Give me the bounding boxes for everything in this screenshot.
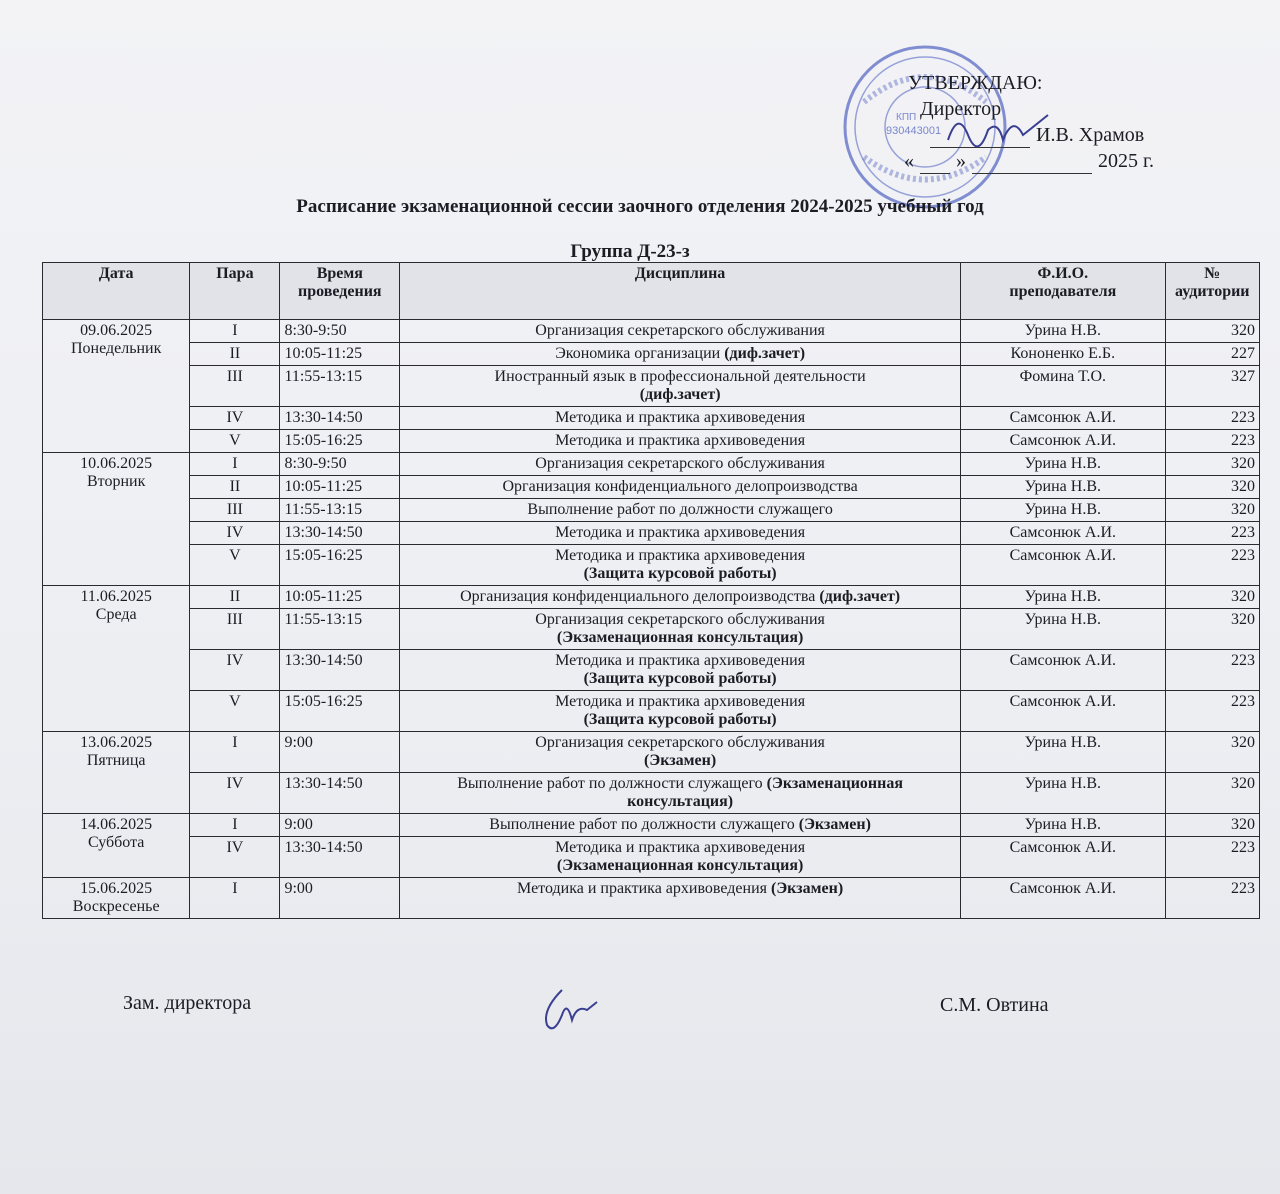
assessment-type: (Защита курсовой работы) <box>583 711 777 728</box>
discipline-name: Методика и практика архивоведения <box>517 880 771 897</box>
day-date: 14.06.2025 <box>80 816 153 833</box>
time-cell: 11:55-13:15 <box>280 499 400 522</box>
room-cell: 223 <box>1165 522 1259 545</box>
para-cell: III <box>190 366 280 407</box>
time-cell: 10:05-11:25 <box>280 343 400 366</box>
discipline-cell <box>400 545 961 586</box>
header-room: № аудитории <box>1165 263 1259 320</box>
para-cell: II <box>190 476 280 499</box>
discipline-name: Экономика организации <box>555 345 725 362</box>
time-cell: 9:00 <box>280 878 400 919</box>
time-cell: 9:00 <box>280 814 400 837</box>
discipline-cell <box>400 650 961 691</box>
assessment-type: (Экзаменационная консультация) <box>556 629 804 646</box>
para-cell: I <box>190 320 280 343</box>
table-row <box>43 609 1260 650</box>
deputy-name: С.М. Овтина <box>940 994 1049 1016</box>
day-cell <box>43 732 190 814</box>
discipline-name: Выполнение работ по должности служащего <box>489 816 799 833</box>
time-cell: 13:30-14:50 <box>280 837 400 878</box>
discipline-cell <box>400 773 961 814</box>
teacher-cell: Урина Н.В. <box>961 773 1166 814</box>
room-cell: 223 <box>1165 878 1259 919</box>
table-row <box>43 814 1260 837</box>
discipline-cell <box>400 878 961 919</box>
table-row <box>43 586 1260 609</box>
discipline-name: Методика и практика архивоведения <box>555 524 806 541</box>
assessment-type: (диф.зачет) <box>639 386 721 403</box>
teacher-cell: Самсонюк А.И. <box>961 522 1166 545</box>
header-teacher: Ф.И.О. преподавателя <box>961 263 1166 320</box>
table-row <box>43 691 1260 732</box>
teacher-cell: Самсонюк А.И. <box>961 837 1166 878</box>
assessment-type: (Экзамен) <box>644 752 717 769</box>
teacher-cell: Урина Н.В. <box>961 499 1166 522</box>
discipline-cell <box>400 366 961 407</box>
teacher-cell: Самсонюк А.И. <box>961 430 1166 453</box>
teacher-cell: Самсонюк А.И. <box>961 407 1166 430</box>
schedule-body <box>43 320 1260 919</box>
room-cell: 223 <box>1165 691 1259 732</box>
room-cell: 223 <box>1165 650 1259 691</box>
time-cell: 11:55-13:15 <box>280 366 400 407</box>
date-quote-open: « <box>904 150 914 172</box>
room-cell: 227 <box>1165 343 1259 366</box>
teacher-cell: Урина Н.В. <box>961 732 1166 773</box>
day-weekday: Среда <box>95 606 137 623</box>
discipline-name: Методика и практика архивоведения <box>555 547 806 564</box>
discipline-cell <box>400 837 961 878</box>
room-cell: 320 <box>1165 453 1259 476</box>
assessment-type: (диф.зачет) <box>724 345 806 362</box>
discipline-cell <box>400 407 961 430</box>
time-cell: 13:30-14:50 <box>280 650 400 691</box>
para-cell: IV <box>190 407 280 430</box>
discipline-name: Выполнение работ по должности служащего <box>527 501 833 518</box>
discipline-name: Методика и практика архивоведения <box>555 693 806 710</box>
room-cell: 320 <box>1165 476 1259 499</box>
discipline-name: Организация секретарского обслуживания <box>535 734 825 751</box>
table-row <box>43 343 1260 366</box>
time-cell: 9:00 <box>280 732 400 773</box>
time-cell: 8:30-9:50 <box>280 453 400 476</box>
approve-position: Директор <box>920 98 1002 120</box>
time-cell: 15:05-16:25 <box>280 545 400 586</box>
day-cell <box>43 453 190 586</box>
deputy-signature <box>532 980 602 1050</box>
teacher-cell: Урина Н.В. <box>961 476 1166 499</box>
room-cell: 320 <box>1165 773 1259 814</box>
discipline-name: Организация конфиденциального делопроизводства <box>502 478 858 495</box>
discipline-cell <box>400 522 961 545</box>
assessment-type: (Экзаменационная консультация) <box>627 775 904 810</box>
director-name: И.В. Храмов <box>1036 124 1145 146</box>
header-para: Пара <box>190 263 280 320</box>
discipline-name: Выполнение работ по должности служащего <box>457 775 767 792</box>
table-row <box>43 522 1260 545</box>
stamp-kpp: КПП <box>896 112 917 123</box>
para-cell: IV <box>190 650 280 691</box>
time-cell: 15:05-16:25 <box>280 430 400 453</box>
assessment-type: (диф.зачет) <box>819 588 901 605</box>
room-cell: 223 <box>1165 430 1259 453</box>
room-cell: 320 <box>1165 814 1259 837</box>
time-cell: 13:30-14:50 <box>280 407 400 430</box>
table-row <box>43 430 1260 453</box>
discipline-cell <box>400 814 961 837</box>
assessment-type: (Защита курсовой работы) <box>583 565 777 582</box>
time-cell: 8:30-9:50 <box>280 320 400 343</box>
table-row <box>43 837 1260 878</box>
day-cell <box>43 878 190 919</box>
discipline-cell <box>400 430 961 453</box>
schedule-table <box>42 262 1260 919</box>
assessment-type: (Экзаменационная консультация) <box>556 857 804 874</box>
teacher-cell: Самсонюк А.И. <box>961 691 1166 732</box>
room-cell: 327 <box>1165 366 1259 407</box>
discipline-name: Методика и практика архивоведения <box>555 432 806 449</box>
discipline-cell <box>400 609 961 650</box>
discipline-name: Организация секретарского обслуживания <box>535 611 825 628</box>
discipline-cell <box>400 476 961 499</box>
day-weekday: Воскресенье <box>72 898 160 915</box>
discipline-name: Организация конфиденциального делопроизводства <box>460 588 820 605</box>
discipline-cell <box>400 732 961 773</box>
para-cell: II <box>190 343 280 366</box>
time-cell: 10:05-11:25 <box>280 586 400 609</box>
teacher-cell: Урина Н.В. <box>961 586 1166 609</box>
discipline-cell <box>400 343 961 366</box>
discipline-name: Методика и практика архивоведения <box>555 652 806 669</box>
day-cell <box>43 814 190 878</box>
teacher-cell: Урина Н.В. <box>961 609 1166 650</box>
para-cell: V <box>190 545 280 586</box>
day-cell <box>43 320 190 453</box>
discipline-name: Организация секретарского обслуживания <box>535 455 825 472</box>
discipline-name: Методика и практика архивоведения <box>555 409 806 426</box>
day-date: 13.06.2025 <box>80 734 153 751</box>
assessment-type: (Экзамен) <box>770 880 844 897</box>
director-signature <box>938 100 1058 160</box>
table-row <box>43 476 1260 499</box>
para-cell: II <box>190 586 280 609</box>
para-cell: I <box>190 878 280 919</box>
para-cell: V <box>190 430 280 453</box>
header-date: Дата <box>43 263 190 320</box>
teacher-cell: Самсонюк А.И. <box>961 650 1166 691</box>
discipline-cell <box>400 586 961 609</box>
table-row <box>43 407 1260 430</box>
para-cell: I <box>190 732 280 773</box>
day-weekday: Суббота <box>87 834 145 851</box>
room-cell: 320 <box>1165 499 1259 522</box>
table-row <box>43 453 1260 476</box>
day-date: 10.06.2025 <box>80 455 153 472</box>
discipline-cell <box>400 499 961 522</box>
time-cell: 10:05-11:25 <box>280 476 400 499</box>
teacher-cell: Кононенко Е.Б. <box>961 343 1166 366</box>
time-cell: 11:55-13:15 <box>280 609 400 650</box>
para-cell: IV <box>190 522 280 545</box>
discipline-cell <box>400 320 961 343</box>
assessment-type: (Экзамен) <box>798 816 871 833</box>
teacher-cell: Фомина Т.О. <box>961 366 1166 407</box>
para-cell: III <box>190 499 280 522</box>
table-header-row <box>43 263 1260 320</box>
discipline-name: Иностранный язык в профессиональной деятельности <box>494 368 866 385</box>
table-row <box>43 732 1260 773</box>
teacher-cell: Урина Н.В. <box>961 453 1166 476</box>
day-date: 09.06.2025 <box>80 322 153 339</box>
table-row <box>43 773 1260 814</box>
header-time: Время проведения <box>280 263 400 320</box>
teacher-cell: Урина Н.В. <box>961 814 1166 837</box>
teacher-cell: Самсонюк А.И. <box>961 545 1166 586</box>
discipline-name: Методика и практика архивоведения <box>555 839 806 856</box>
para-cell: I <box>190 453 280 476</box>
room-cell: 223 <box>1165 545 1259 586</box>
room-cell: 320 <box>1165 586 1259 609</box>
table-row <box>43 499 1260 522</box>
room-cell: 320 <box>1165 320 1259 343</box>
day-weekday: Понедельник <box>70 340 162 357</box>
header-discipline: Дисциплина <box>400 263 961 320</box>
day-weekday: Пятница <box>86 752 146 769</box>
room-cell: 320 <box>1165 609 1259 650</box>
day-cell <box>43 586 190 732</box>
discipline-name: Организация секретарского обслуживания <box>535 322 825 339</box>
discipline-cell <box>400 691 961 732</box>
assessment-type: (Защита курсовой работы) <box>583 670 777 687</box>
teacher-cell: Самсонюк А.И. <box>961 878 1166 919</box>
teacher-cell: Урина Н.В. <box>961 320 1166 343</box>
table-row <box>43 878 1260 919</box>
day-date: 15.06.2025 <box>80 880 153 897</box>
day-weekday: Вторник <box>86 473 146 490</box>
document-title: Расписание экзаменационной сессии заочного отделения 2024-2025 учебный год <box>296 196 984 217</box>
para-cell: IV <box>190 773 280 814</box>
para-cell: V <box>190 691 280 732</box>
room-cell: 223 <box>1165 837 1259 878</box>
time-cell: 15:05-16:25 <box>280 691 400 732</box>
date-quote-close: » <box>956 150 966 172</box>
deputy-label: Зам. директора <box>123 992 252 1014</box>
table-row <box>43 366 1260 407</box>
approve-label: УТВЕРЖДАЮ: <box>908 72 1043 94</box>
para-cell: I <box>190 814 280 837</box>
approve-year: 2025 г. <box>1098 150 1154 172</box>
para-cell: IV <box>190 837 280 878</box>
table-row <box>43 650 1260 691</box>
para-cell: III <box>190 609 280 650</box>
room-cell: 223 <box>1165 407 1259 430</box>
time-cell: 13:30-14:50 <box>280 773 400 814</box>
table-row <box>43 545 1260 586</box>
table-row <box>43 320 1260 343</box>
discipline-cell <box>400 453 961 476</box>
day-date: 11.06.2025 <box>80 588 152 605</box>
group-title: Группа Д-23-з <box>570 241 690 262</box>
time-cell: 13:30-14:50 <box>280 522 400 545</box>
room-cell: 320 <box>1165 732 1259 773</box>
stamp-number: 930443001 <box>886 125 942 137</box>
